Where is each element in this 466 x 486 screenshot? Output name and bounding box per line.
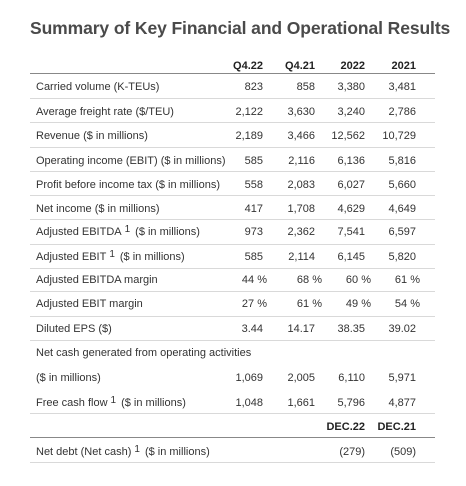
table-cell: 2,005: [287, 372, 315, 384]
row-divider: [30, 268, 435, 269]
table-cell: 14.17: [287, 323, 315, 335]
row-label-text: Adjusted EBIT margin: [36, 298, 143, 310]
table-cell: 5,820: [388, 251, 416, 263]
table-cell: 1,708: [287, 203, 315, 215]
table-cell: 38.35: [337, 323, 365, 335]
row-label: [36, 203, 159, 215]
table-cell: 973: [244, 226, 263, 238]
table-cell: 4,649: [388, 203, 416, 215]
row-label-suffix: ($ in millions): [144, 446, 210, 458]
footnote-marker: 1: [124, 224, 131, 235]
row-label: [36, 251, 185, 263]
table-cell: (279): [339, 446, 365, 458]
row-label-suffix: ($ in millions): [135, 226, 200, 238]
table-cell: 4,629: [337, 203, 365, 215]
row-divider: [30, 98, 435, 99]
column-header: Q4.21: [285, 60, 315, 72]
footnote-marker: 1: [134, 444, 140, 455]
row-label-text: Free cash flow: [36, 397, 108, 409]
table-cell: 585: [244, 251, 263, 263]
footnote-marker: 1: [109, 249, 115, 260]
row-divider: [30, 219, 435, 220]
row-label: [36, 106, 174, 118]
table-cell: 585: [244, 155, 263, 167]
header-rule: [30, 73, 435, 74]
balance-column-header: DEC.21: [377, 421, 416, 433]
row-label-text: Diluted EPS ($): [36, 323, 112, 335]
table-cell: 7,541: [337, 226, 365, 238]
table-cell: 2,114: [288, 251, 315, 263]
table-cell: 6,136: [337, 155, 365, 167]
row-label: [36, 274, 158, 286]
table-cell: 3,380: [337, 81, 365, 93]
row-divider: [30, 171, 435, 172]
row-label-text: Adjusted EBITDA: [36, 226, 122, 238]
row-divider: [30, 195, 435, 196]
column-header: Q4.22: [233, 60, 263, 72]
table-cell: 27 %: [241, 298, 267, 310]
row-label-text: Adjusted EBITDA margin: [36, 274, 158, 286]
table-cell: 61 %: [394, 274, 420, 286]
table-cell: 6,145: [337, 251, 365, 263]
column-header: 2021: [391, 60, 416, 72]
table-cell: 2,786: [388, 106, 416, 118]
table-cell: 5,660: [388, 179, 416, 191]
table-cell: 2,362: [287, 226, 315, 238]
table-cell: 2,189: [235, 130, 263, 142]
row-label-text: Net debt (Net cash): [36, 446, 132, 458]
footnote-marker: 1: [110, 395, 117, 406]
row-label: [36, 81, 159, 93]
row-label: [36, 446, 210, 458]
table-cell: 61 %: [296, 298, 322, 310]
table-cell: 858: [296, 81, 315, 93]
row-label: [36, 298, 143, 310]
row-label-text: Net income ($ in millions): [36, 203, 160, 215]
table-cell: 5,816: [388, 155, 416, 167]
table-cell: 12,562: [331, 130, 365, 142]
table-cell: 1,069: [235, 372, 263, 384]
table-cell: 3,466: [287, 130, 315, 142]
balance-header-rule: [30, 437, 435, 438]
table-cell: 10,729: [382, 130, 416, 142]
table-cell: 39.02: [388, 323, 416, 335]
row-label-text: Operating income (EBIT) ($ in millions): [36, 155, 226, 167]
table-cell: 2,116: [288, 155, 315, 167]
row-divider: [30, 413, 435, 414]
table-cell: 6,110: [338, 372, 365, 384]
row-label: [36, 130, 148, 142]
row-divider: [30, 316, 435, 317]
row-label: [36, 323, 112, 335]
row-divider: [30, 147, 435, 148]
table-cell: 5,796: [337, 397, 365, 409]
table-cell: 54 %: [394, 298, 420, 310]
row-label-suffix: ($ in millions): [121, 397, 186, 409]
table-cell: 558: [244, 179, 263, 191]
table-cell: 5,971: [388, 372, 416, 384]
column-header: 2022: [340, 60, 365, 72]
row-label: [36, 226, 200, 238]
table-cell: 60 %: [345, 274, 371, 286]
row-label: [36, 347, 251, 359]
table-cell: 3.44: [241, 323, 263, 335]
table-cell: 2,122: [235, 106, 263, 118]
table-cell: 2,083: [287, 179, 315, 191]
table-cell: 49 %: [345, 298, 371, 310]
balance-column-header: DEC.22: [326, 421, 365, 433]
table-cell: 1,048: [235, 397, 263, 409]
row-label-text: Revenue ($ in millions): [36, 130, 148, 142]
row-label-suffix: ($ in millions): [119, 251, 185, 263]
table-cell: 3,630: [287, 106, 315, 118]
row-label: [36, 372, 101, 384]
row-divider: [30, 244, 435, 245]
row-label-text: Profit before income tax ($ in millions): [36, 179, 221, 191]
row-label-text: Carried volume (K-TEUs): [36, 81, 160, 93]
table-cell: 6,027: [337, 179, 365, 191]
row-divider: [30, 340, 435, 341]
row-divider: [30, 291, 435, 292]
table-cell: (509): [390, 446, 416, 458]
row-label-text: ($ in millions): [36, 372, 101, 384]
table-cell: 68 %: [296, 274, 322, 286]
table-cell: 3,481: [388, 81, 416, 93]
table-cell: 1,661: [287, 397, 315, 409]
row-label-text: Net cash generated from operating activities: [36, 347, 252, 359]
table-cell: 417: [244, 203, 263, 215]
table-cell: 3,240: [337, 106, 365, 118]
page-title: Summary of Key Financial and Operational Results: [30, 18, 451, 38]
row-divider: [30, 122, 435, 123]
table-cell: 4,877: [388, 397, 416, 409]
table-cell: 44 %: [241, 274, 267, 286]
row-label-text: Adjusted EBIT: [36, 251, 107, 263]
row-label: [36, 397, 186, 409]
row-divider: [30, 462, 435, 463]
table-cell: 823: [244, 81, 263, 93]
row-label-text: Average freight rate ($/TEU): [36, 106, 174, 118]
table-cell: 6,597: [388, 226, 416, 238]
